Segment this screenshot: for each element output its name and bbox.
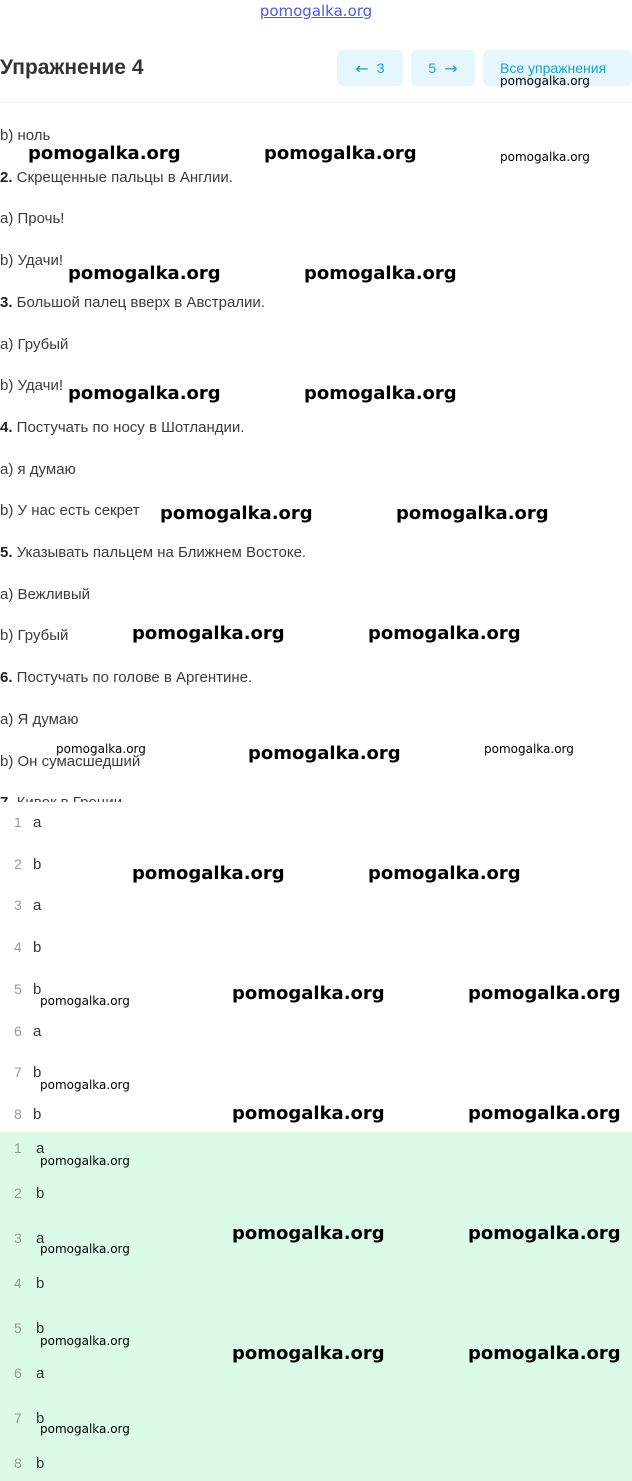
answer-number: 1	[14, 1140, 22, 1156]
answer-number: 2	[14, 855, 22, 872]
answer-value: b	[36, 1320, 45, 1337]
content-line	[0, 169, 233, 186]
answer-value: b	[36, 1455, 45, 1472]
watermark: pomogalka.org	[500, 74, 590, 88]
answer-number: 8	[14, 1455, 22, 1471]
watermark: pomogalka.org	[396, 503, 549, 524]
watermark: pomogalka.org	[40, 1334, 130, 1348]
watermark: pomogalka.org	[368, 623, 521, 644]
answer-number: 3	[14, 897, 22, 914]
answer-number: 7	[14, 1064, 22, 1081]
watermark: pomogalka.org	[68, 383, 221, 404]
answer-value: b	[33, 1105, 42, 1123]
watermark: pomogalka.org	[160, 503, 313, 524]
answer-number: 6	[14, 1365, 22, 1381]
answer-number: 1	[14, 814, 22, 830]
arrow-left-icon: ←	[355, 58, 369, 78]
watermark: pomogalka.org	[232, 1223, 385, 1244]
option-text: a) Я думаю	[0, 710, 79, 728]
question-number: 5.	[0, 544, 13, 561]
site-link[interactable]: pomogalka.org	[259, 2, 373, 20]
content-line	[0, 252, 63, 269]
next-exercise-button[interactable]	[411, 50, 475, 86]
option-text: b) У нас есть секрет	[0, 502, 140, 520]
option-text: a) я думаю	[0, 460, 76, 478]
watermark: pomogalka.org	[40, 1422, 130, 1436]
answer-value: b	[33, 939, 42, 957]
content-line	[0, 711, 79, 728]
watermark: pomogalka.org	[232, 983, 385, 1004]
content-line	[0, 461, 76, 478]
answer-value: b	[33, 980, 42, 998]
watermark: pomogalka.org	[232, 1103, 385, 1124]
answer-value: b	[33, 855, 42, 873]
watermark: pomogalka.org	[40, 1154, 130, 1168]
exercise-header	[0, 38, 632, 103]
option-text: b) ноль	[0, 127, 51, 144]
content-line	[0, 586, 90, 603]
watermark: pomogalka.org	[304, 383, 457, 404]
content-line	[0, 502, 140, 519]
question-number: 2.	[0, 168, 13, 186]
watermark: pomogalka.org	[68, 263, 221, 284]
watermark: pomogalka.org	[368, 863, 521, 884]
watermark: pomogalka.org	[232, 1343, 385, 1364]
watermark: pomogalka.org	[132, 623, 285, 644]
question-text: Указывать пальцем на Ближнем Востоке.	[12, 544, 307, 561]
content-line	[0, 127, 50, 144]
option-text: b) Удачи!	[0, 377, 63, 395]
answer-number: 5	[14, 1320, 22, 1336]
content-line	[0, 377, 63, 394]
watermark: pomogalka.org	[468, 983, 621, 1004]
content-line	[0, 544, 306, 561]
option-text: a) Прочь!	[0, 210, 65, 228]
answer-number: 6	[14, 1022, 22, 1039]
answer-value: b	[33, 1064, 42, 1082]
watermark: pomogalka.org	[132, 863, 285, 884]
question-text: Большой палец вверх в Австралии.	[12, 293, 265, 311]
watermark: pomogalka.org	[56, 742, 146, 756]
watermark: pomogalka.org	[500, 150, 590, 164]
option-text: b) Удачи!	[0, 252, 63, 270]
question-text: Скрещенные пальцы в Англии.	[12, 168, 233, 186]
prev-exercise-button[interactable]	[337, 50, 403, 86]
page-title: Упражнение 4	[0, 56, 144, 79]
watermark: pomogalka.org	[468, 1103, 621, 1124]
answer-number: 3	[14, 1230, 22, 1246]
question-text: Постучать по голове в Аргентине.	[12, 669, 253, 687]
answer-value: a	[36, 1140, 45, 1157]
answer-number: 4	[14, 1275, 22, 1291]
watermark: pomogalka.org	[40, 1242, 130, 1256]
option-text: a) Вежливый	[0, 585, 90, 603]
exercise-content	[0, 103, 632, 808]
arrow-right-icon: →	[444, 58, 458, 78]
watermark: pomogalka.org	[40, 994, 130, 1008]
answer-value: b	[36, 1185, 45, 1202]
answer-number: 5	[14, 980, 22, 997]
answer-value: b	[36, 1410, 45, 1427]
content-line	[0, 627, 68, 644]
question-number: 6.	[0, 669, 13, 687]
next-exercise-label: 5	[428, 60, 437, 76]
answer-number: 4	[14, 939, 22, 956]
answer-number: 7	[14, 1410, 22, 1426]
content-line	[0, 419, 244, 436]
prev-exercise-label: 3	[376, 60, 385, 76]
content-line	[0, 336, 68, 353]
question-number: 3.	[0, 293, 13, 311]
watermark: pomogalka.org	[468, 1343, 621, 1364]
answer-value: a	[36, 1230, 45, 1247]
content-line	[0, 210, 64, 227]
question-number: 4.	[0, 418, 13, 436]
answer-value: a	[33, 1022, 42, 1040]
answer-value: b	[36, 1275, 45, 1292]
answer-number: 2	[14, 1185, 22, 1201]
watermark: pomogalka.org	[40, 1078, 130, 1092]
watermark: pomogalka.org	[264, 143, 417, 164]
watermark: pomogalka.org	[468, 1223, 621, 1244]
answer-value: a	[36, 1365, 45, 1382]
watermark: pomogalka.org	[248, 743, 401, 764]
option-text: b) Он сумасшедший	[0, 752, 141, 770]
watermark: pomogalka.org	[304, 263, 457, 284]
option-text: a) Грубый	[0, 335, 69, 353]
answer-number: 8	[14, 1105, 22, 1122]
watermark: pomogalka.org	[484, 742, 574, 756]
content-line	[0, 669, 252, 686]
content-line	[0, 294, 265, 311]
question-text: Постучать по носу в Шотландии.	[12, 418, 245, 436]
answer-value: a	[33, 897, 42, 915]
watermark: pomogalka.org	[28, 143, 181, 164]
answer-value: a	[33, 814, 42, 831]
option-text: b) Грубый	[0, 627, 69, 645]
all-exercises-label: Все упражнения	[500, 60, 607, 76]
